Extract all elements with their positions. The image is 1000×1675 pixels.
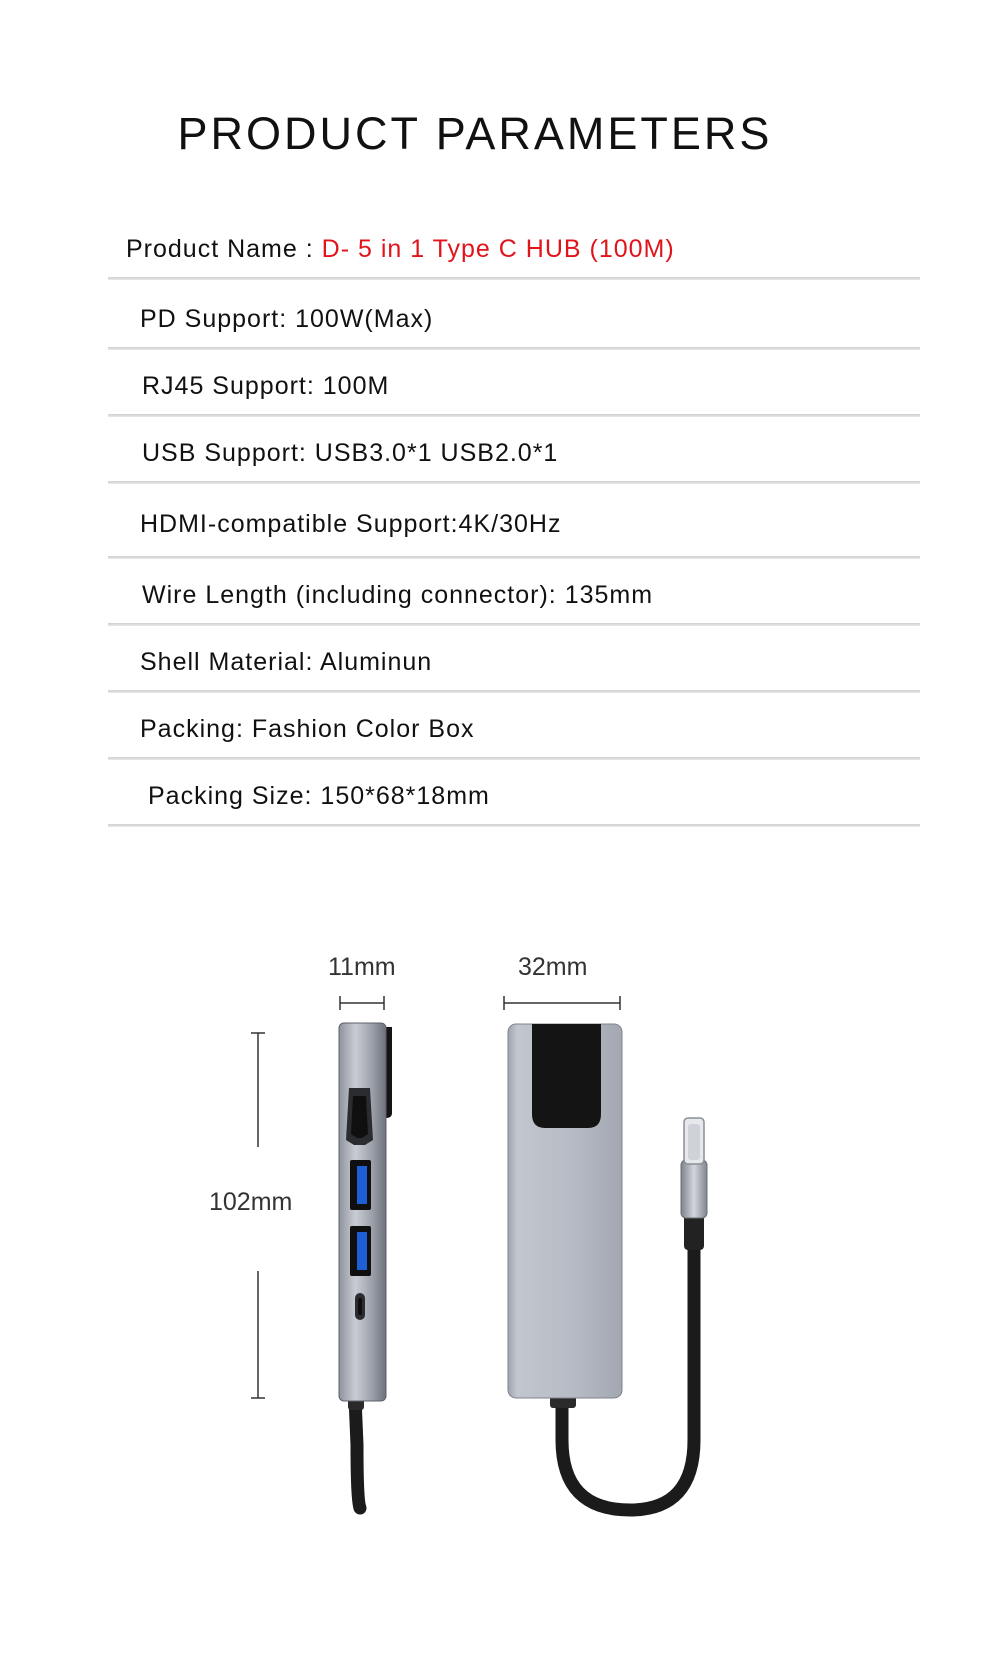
length-dimension-label: 102mm xyxy=(209,1188,293,1216)
param-pd-support: PD Support: 100W(Max) xyxy=(140,305,434,333)
thickness-dimension-line xyxy=(340,996,384,1010)
param-usb-support: USB Support: USB3.0*1 USB2.0*1 xyxy=(142,439,559,467)
param-wire-length: Wire Length (including connector): 135mm xyxy=(142,581,654,609)
param-shell-material: Shell Material: Aluminun xyxy=(140,648,433,676)
hub-front-view xyxy=(508,1024,707,1510)
hub-side-view xyxy=(339,1023,392,1508)
page-title: PRODUCT PARAMETERS xyxy=(177,108,773,159)
product-name-label: Product Name : xyxy=(126,235,322,263)
width-dimension-line xyxy=(504,996,620,1010)
param-rj45-support: RJ45 Support: 100M xyxy=(142,372,390,400)
length-dimension-line xyxy=(251,1033,265,1398)
thickness-dimension-label: 11mm xyxy=(328,953,396,981)
param-packing: Packing: Fashion Color Box xyxy=(140,715,475,743)
param-packing-size: Packing Size: 150*68*18mm xyxy=(148,782,490,810)
width-dimension-label: 32mm xyxy=(518,953,588,981)
param-hdmi-support: HDMI-compatible Support:4K/30Hz xyxy=(140,510,562,538)
product-name-value: D- 5 in 1 Type C HUB (100M) xyxy=(321,235,675,263)
